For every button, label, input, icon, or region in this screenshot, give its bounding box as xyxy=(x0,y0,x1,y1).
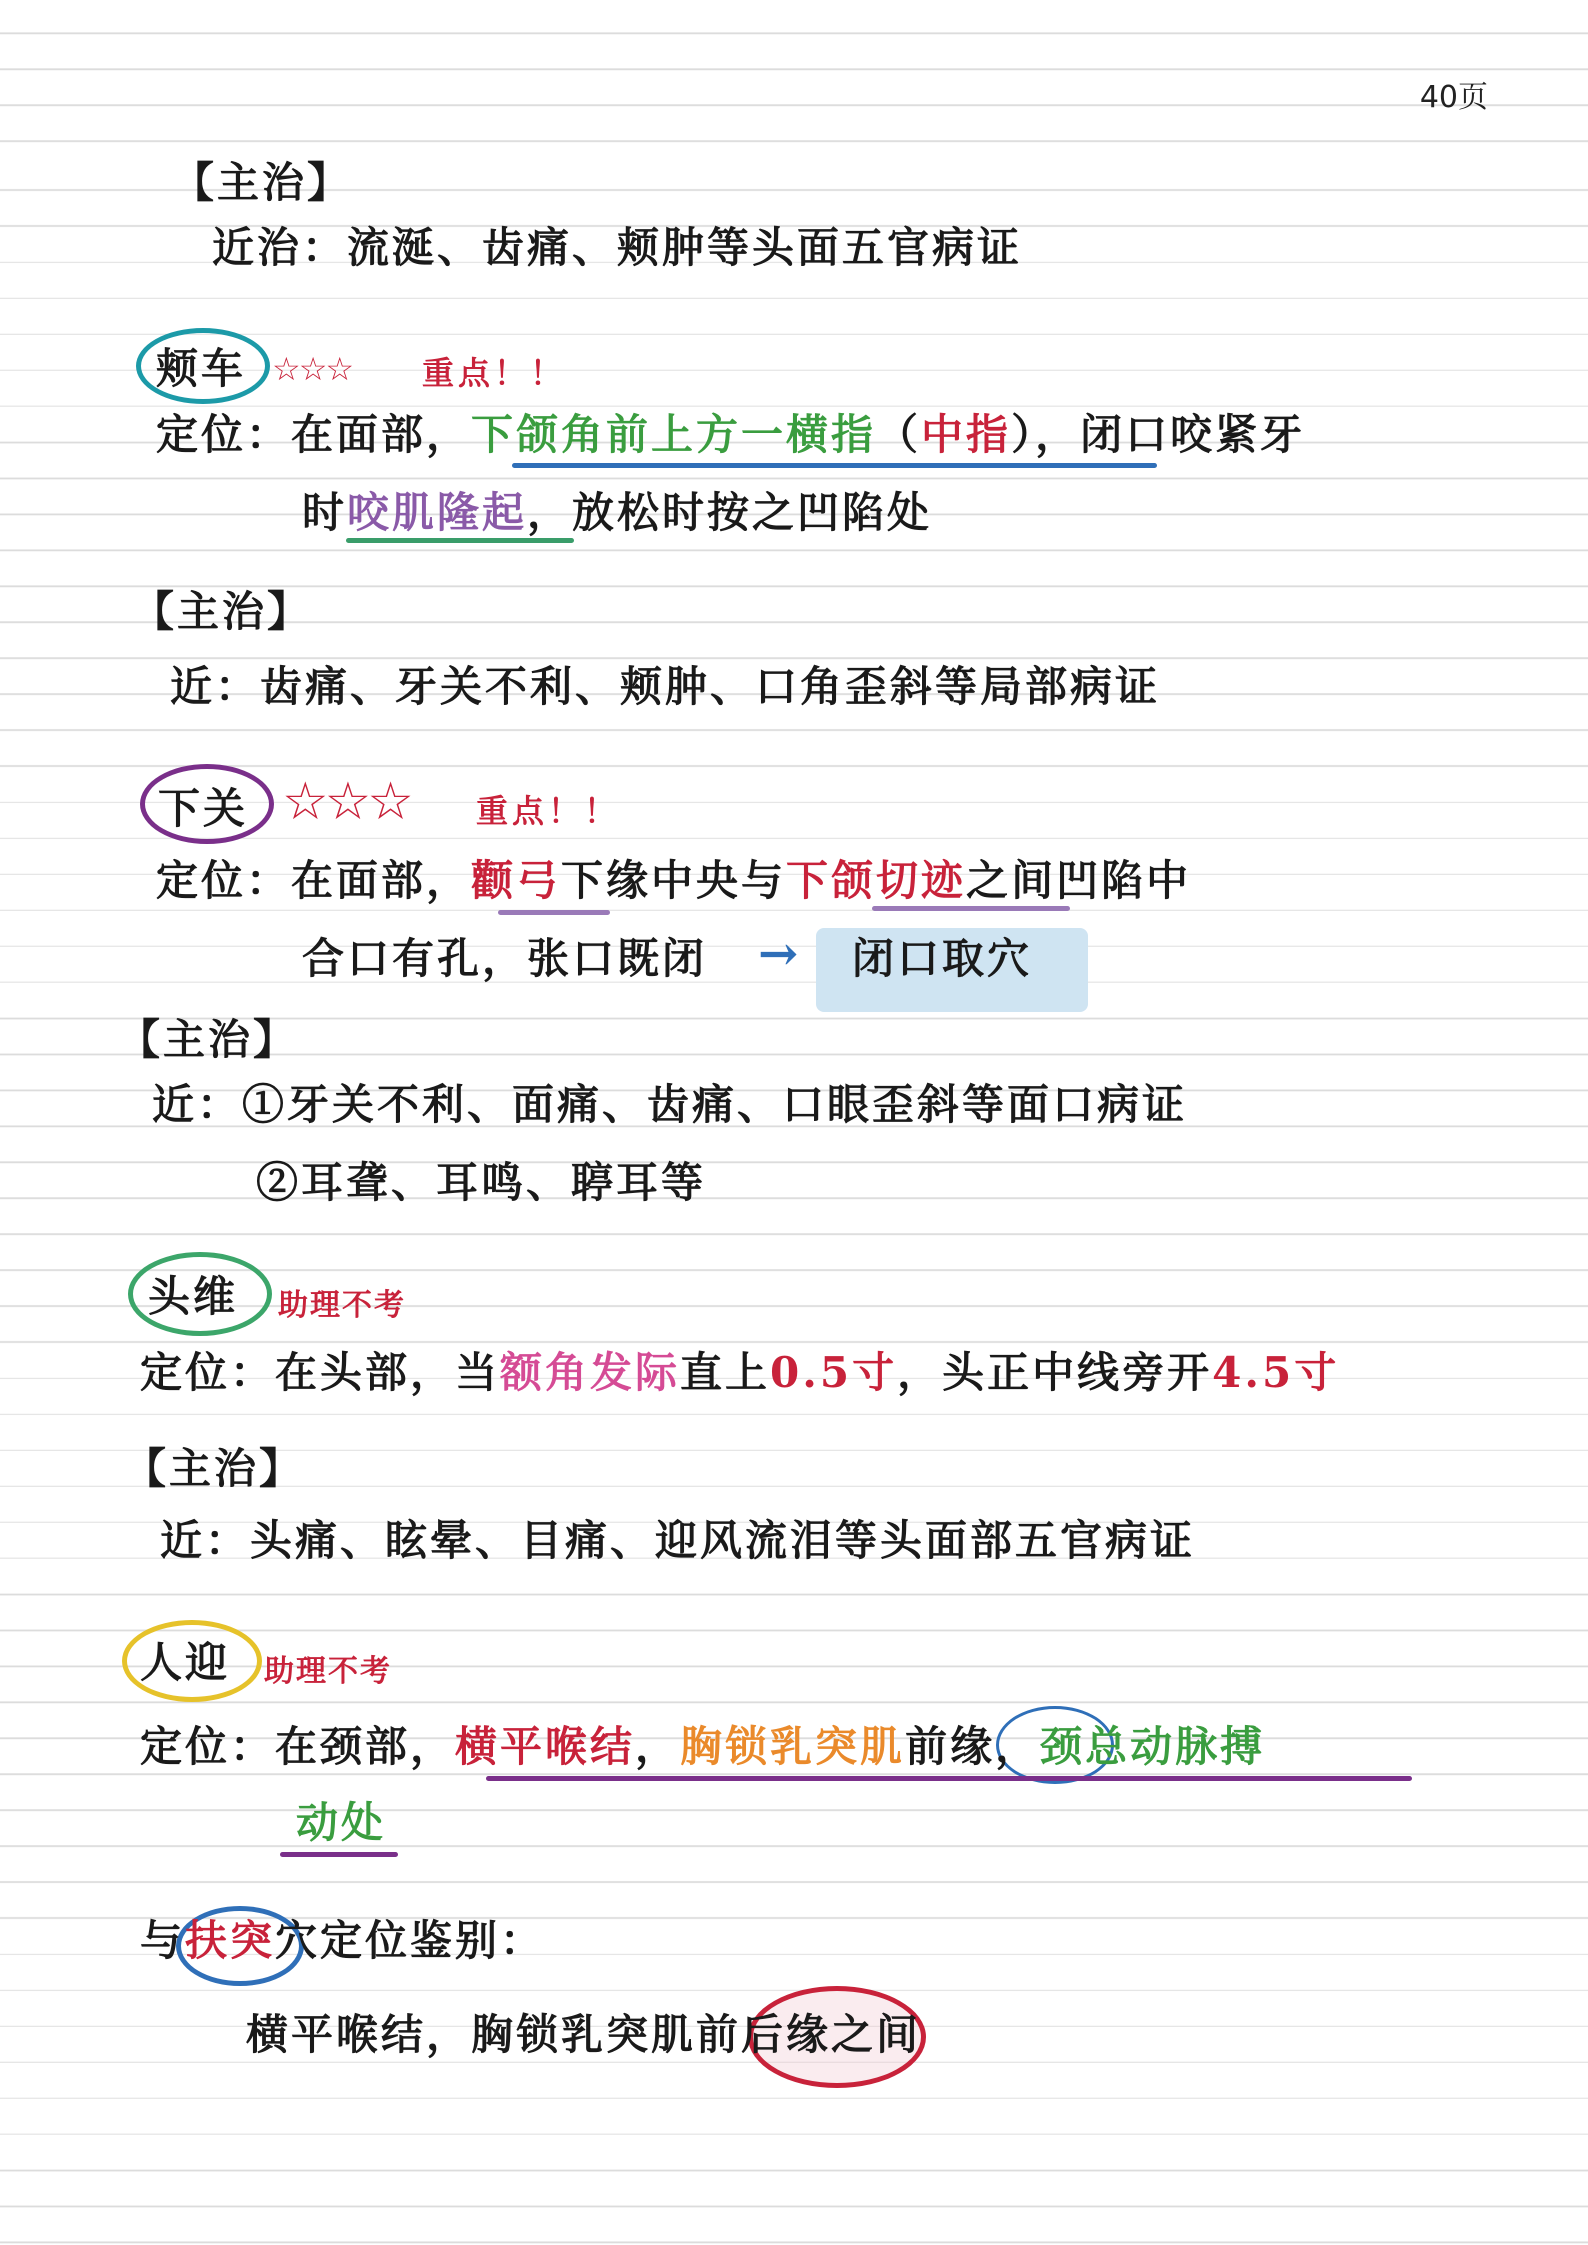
section-header: 【主治】 xyxy=(132,587,313,636)
underline xyxy=(486,1776,1412,1781)
location-line: 定位：在面部，颧弓下缘中央与下颌切迹之间凹陷中 xyxy=(156,856,1192,905)
exam-note: 助理不考 xyxy=(278,1288,406,1323)
page-number: 40页 xyxy=(1419,80,1488,115)
indication-text: 近治：流涎、齿痛、颊肿等头面五官病证 xyxy=(212,223,1023,272)
arrow-right-icon: → xyxy=(758,926,802,982)
indication-text: 近：齿痛、牙关不利、颊肿、口角歪斜等局部病证 xyxy=(170,662,1161,711)
location-line-2: 动处 xyxy=(296,1798,387,1847)
location-line: 定位：在颈部，横平喉结，胸锁乳突肌前缘，颈总动脉搏 xyxy=(140,1722,1266,1771)
star-rating-icon: ☆☆☆ xyxy=(272,350,353,388)
underline xyxy=(346,538,574,543)
underline xyxy=(512,463,1157,468)
indication-text: 近：头痛、眩晕、目痛、迎风流泪等头面部五官病证 xyxy=(160,1516,1196,1565)
key-point-note: 重点！！ xyxy=(422,354,567,392)
star-rating-icon: ☆☆☆ xyxy=(282,772,410,832)
indication-text: 近：①牙关不利、面痛、齿痛、口眼歪斜等面口病证 xyxy=(152,1080,1188,1129)
section-header: 【主治】 xyxy=(124,1444,305,1493)
underline xyxy=(872,906,1070,911)
location-line: 定位：在头部，当额角发际直上0.5寸，头正中线旁开4.5寸 xyxy=(140,1348,1340,1397)
indication-text-2: ②耳聋、耳鸣、聤耳等 xyxy=(256,1158,707,1207)
location-line-2: 时咬肌隆起，放松时按之凹陷处 xyxy=(302,488,933,537)
key-point-note: 重点！！ xyxy=(476,792,621,830)
comparison-heading: 与扶突穴定位鉴别： xyxy=(140,1916,546,1965)
location-line-2: 合口有孔，张口既闭 xyxy=(302,934,708,983)
location-line: 定位：在面部，下颌角前上方一横指（中指），闭口咬紧牙 xyxy=(156,410,1306,459)
underline xyxy=(280,1852,398,1857)
exam-note: 助理不考 xyxy=(264,1654,392,1689)
acupoint-name-touwei: 头维 xyxy=(148,1272,239,1321)
section-header: 【主治】 xyxy=(172,158,353,207)
section-header: 【主治】 xyxy=(118,1015,299,1064)
comparison-line: 横平喉结，胸锁乳突肌前后缘之间 xyxy=(246,2010,922,2059)
underline xyxy=(498,910,610,915)
tip-text: 闭口取穴 xyxy=(852,934,1033,983)
acupoint-name-xiaguan: 下关 xyxy=(158,784,249,833)
acupoint-name-jiache: 颊车 xyxy=(156,344,247,393)
acupoint-name-renying: 人迎 xyxy=(140,1638,231,1687)
